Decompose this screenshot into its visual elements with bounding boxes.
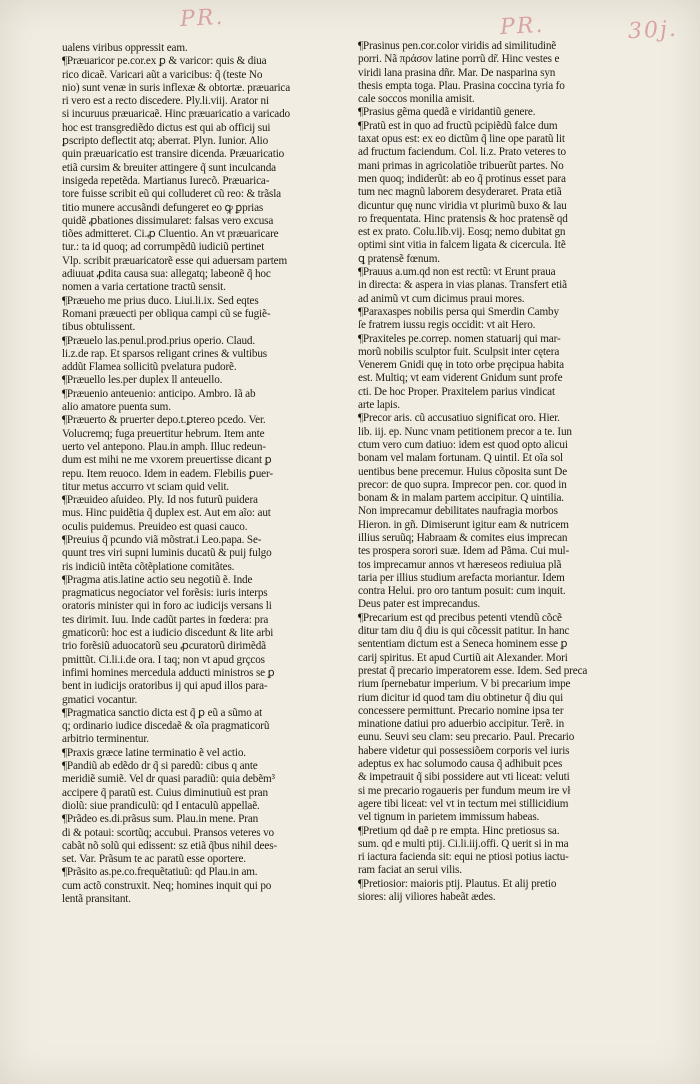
text-line: carij spiritus. Et apud Curtiũ ait Alexander. Mori — [358, 651, 568, 664]
text-line: diolũ: siue prandiculũ: qd I entaculũ appellaẽ. — [62, 799, 260, 812]
text-line: porri. Nã πράσον latine porrũ dr̃. Hinc vestes e — [358, 53, 560, 66]
text-line: arte lapis. — [358, 399, 400, 412]
text-line: Venerem Gnidi quę in toto orbe pręcipua habita — [358, 359, 564, 372]
text-line: Deus pater est imprecandus. — [358, 598, 481, 611]
text-line: contra Helui. pro oro tantum posuit: cum inquit. — [358, 585, 566, 598]
text-line: dicuntur quę nunc viridia vt plurimũ buxo & lau — [358, 199, 567, 212]
text-line: si incuruus præuaricaẽ. Hinc præuaricatio a varicado — [62, 108, 290, 121]
text-line: arbitrio terminentur. — [62, 733, 149, 746]
text-line: men quoq; indiderũt: ab eo q̃ protinus esset para — [358, 172, 566, 185]
text-line: ¶Precarium est qd precibus petenti vtendũ cõcẽ — [358, 611, 562, 624]
text-line: tos imprecamur annos vt hæreseos rediuiua plã — [358, 558, 562, 571]
handwritten-header-left: PR. — [179, 4, 225, 33]
text-line: ad animũ vt cum dicimus praui mores. — [358, 292, 525, 305]
text-line: tes prospera sorori suæ. Idem ad Pãma. Cui mul- — [358, 545, 570, 558]
text-line: ri vero est a recto discedere. Ply.li.viij. Arator ni — [62, 95, 269, 108]
text-line: cti. De hoc Proper. Praxitelem parius vindicat — [358, 385, 555, 398]
text-line: trio forẽsiũ aduocatorũ seu ꝓcuratorũ dirimẽdã — [62, 640, 266, 653]
text-line: ¶Præuerto & pruerter depo.t.ꝑtereo pcedo. Ver. — [62, 414, 266, 427]
text-line: li.z.de rap. Et sparsos religant crines & vultibus — [62, 347, 268, 360]
text-line: illius seruũq; Habraam & comites eius imprecan — [358, 531, 568, 544]
text-line: dum est mihi ne me vxorem preuertisse dicant ꝑ — [62, 454, 272, 467]
text-line: nio) sunt venæ in suris inflexæ & obtortæ. præuarica — [62, 81, 291, 94]
text-line: Hieron. in gñ. Dimiserunt igitur eam & nutricem — [358, 518, 569, 531]
text-line: ¶Prasinus pen.cor.color viridis ad similitudinẽ — [358, 40, 557, 52]
text-line: rium dicitur id quod tam diu obtinetur q̃ diu qui — [358, 691, 564, 704]
text-line: ¶Pretium qd daẽ p re empta. Hinc pretiosus sa. — [358, 824, 560, 837]
text-line: quunt tres viri supni luminis ducatũ & puij fulgo — [62, 547, 272, 560]
text-line: uentibus bene precemur. Huius cõposita sunt De — [358, 465, 568, 478]
text-line: est ex prato. Colu.lib.vij. Eosq; nemo dubitat gn — [358, 226, 566, 239]
text-line: hoc est transgrediẽdo dictus est qui ab officij sui — [62, 121, 271, 134]
text-line: cabãt nõ solũ qui edissent: sz etiã q̃bus nihil dees- — [62, 839, 277, 852]
text-line: eunu. Seuvi seu clam: seu precario. Paul. Precario — [358, 731, 575, 744]
text-line: ¶Prãsito as.pe.co.frequẽtatiuũ: qd Plau.in am. — [62, 866, 258, 879]
text-line: Volucremq; fuga preuertitur hebrum. Item ante — [62, 427, 265, 440]
text-line: ¶Præuello les.per duplex ll anteuello. — [62, 374, 223, 387]
text-line: ¶Pandiũ ab edẽdo dr q̃ si paredũ: cibus q ante — [62, 760, 258, 773]
text-line: ¶Prasius gẽma quedã e viridantiũ genere. — [358, 106, 536, 119]
left-text-column — [62, 42, 336, 906]
text-line: est. Multiq; vt eam viderent Gnidum sunt profe — [358, 372, 563, 385]
text-line: & impetrauit q̃ sibi possidere aut vti liceat: veluti — [358, 771, 570, 784]
text-line: habere videtur qui possessiõem corporis vel iuris — [358, 744, 570, 757]
text-line: pmittũt. Ci.li.i.de ora. I taq; non vt apud grçcos — [62, 653, 265, 666]
right-text-column — [358, 40, 638, 904]
text-line: gmatici vocantur. — [62, 693, 138, 706]
text-line: mani primas in agricolatiõe tribuerũt partes. No — [358, 159, 564, 172]
text-line: rium ſpernebatur imperium. V bi precarium impe — [358, 678, 571, 691]
text-line: etiã cursim & breuiter attingere q̃ sunt inculcanda — [62, 161, 276, 174]
text-line: mus. Hinc puidẽtia q̃ duplex est. Aut em aĩo: aut — [62, 507, 271, 520]
text-line: infimi homines mercedula adducti ministros se ꝑ — [62, 666, 275, 679]
text-line: ¶Prãdeo es.di.prãsus sum. Plau.in mene. Pran — [62, 813, 259, 826]
text-line: vel tignum in parietem immissum habeas. — [358, 811, 540, 824]
text-line: ¶Preuius q̃ pcundo viã mõstrat.i Leo.papa. Se- — [62, 533, 262, 546]
text-line: ¶Praxis græce latine terminatio ẽ vel actio. — [62, 746, 246, 759]
text-line: Non imprecamur debilitates naufragia morbos — [358, 505, 558, 518]
text-line: ualens viribus oppressit eam. — [62, 42, 188, 54]
handwritten-header-right: PR. — [499, 12, 545, 41]
text-line: pragmaticus negociator vel forẽsis: iuris interps — [62, 587, 268, 600]
text-line: uerto vel antepono. Plau.in amph. Illuc redeun- — [62, 440, 266, 453]
text-line: ¶Pragma atis.latine actio seu negotiũ ẽ. Inde — [62, 573, 253, 586]
text-line: tur.: ta id quoq; ad corrumpẽdũ iudiciũ pertinet — [62, 241, 265, 254]
text-line: tiões admitteret. Ci.ꝓ Cluentio. An vt præuaricare — [62, 228, 279, 241]
text-line: ꝑscripto deflectit atq; aberrat. Plyn. Iunior. Alio — [62, 135, 269, 148]
text-line: tum nec magnũ laborem desyderaret. Prata etiã — [358, 186, 562, 199]
text-line: viridi lana prasina dñr. Mar. De nasparina syn — [358, 66, 556, 79]
text-line: ditur tam diu q̃ diu is qui cõcessit patitur. In hanc — [358, 625, 570, 638]
text-line: taxat opus est: ex eo dictũm q̃ line ope paratũ lit — [358, 133, 565, 146]
text-line: oculis puidemus. Preuideo est quasi cauco. — [62, 520, 248, 533]
text-line: ram faciat an serui vilis. — [358, 864, 462, 877]
text-line: ctum vero cum datiuo: idem est quod opto alicui — [358, 438, 568, 451]
text-line: set. Var. Prãsum te ac paratũ esse oportere. — [62, 853, 246, 866]
text-line: ri iactura facienda sit: equi ne ptiosi potius iactu- — [358, 851, 569, 864]
text-line: taria per illius studium arefacta moriantur. Idem — [358, 571, 565, 584]
text-line: prestat q̃ precario imperatorem esse. Idem. Sed preca — [358, 664, 588, 677]
text-line: ¶Pretiosior: maioris ptij. Plautus. Et alij pretio — [358, 877, 557, 890]
text-line: ꝗ pratensẽ fœnum. — [358, 252, 440, 265]
text-line: ¶Pragmatica sanctio dicta est q̃ ꝑ eũ a sũmo at — [62, 706, 263, 719]
text-line: oratoris minister qui in foro ac iudicijs versans li — [62, 600, 272, 613]
text-line: siores: alij viliores habeãt ædes. — [358, 891, 496, 903]
text-line: titur metus accurro vt sciam quid velit. — [62, 480, 230, 493]
text-line: ris indiciũ intẽta cõtẽplatione comitãtes. — [62, 560, 235, 573]
text-line: ¶Præuideo aſuideo. Ply. Id nos futurũ puidera — [62, 494, 258, 507]
text-line: ¶Præuaricor pe.cor.ex ꝑ & varicor: quis & diua — [62, 55, 267, 68]
text-line: tes dirimit. Iuu. Inde cadũt partes in fœdera: pra — [62, 613, 269, 626]
text-line: accipere q̃ paratũ est. Cuius diminutiuũ est pran — [62, 786, 268, 799]
text-line: addũt Flamea sollicitũ pvelatura pudorẽ. — [62, 361, 237, 374]
text-line: ¶Præuenio anteuenio: anticipo. Ambro. Iã ab — [62, 387, 256, 400]
text-line: Vlp. scribit præuaricatorẽ esse qui aduersam partem — [62, 254, 288, 267]
text-line: di & potaui: scortũq; accubui. Pransos veteres vo — [62, 826, 275, 839]
text-line: titio munere accusãndi defungeret eo ꝙ ꝑprias — [62, 201, 264, 214]
text-line: thesis empta toga. Plau. Prasina coccina tyria fo — [358, 79, 565, 92]
text-line: ¶Precor aris. cũ accusatiuo significat oro. Hier. — [358, 412, 560, 425]
text-line: quin præuaricatio est transire dicenda. Præuaricatio — [62, 148, 285, 161]
text-line: ¶Paraxaspes nobilis persa qui Smerdin Camby — [358, 305, 559, 318]
text-line: ¶Præuelo las.penul.prod.prius operio. Claud. — [62, 334, 255, 347]
text-line: sum. qd e multi ptij. Ci.li.iij.offi. Q uerit si in ma — [358, 837, 569, 850]
text-line: minatione datiui pro aduerbio accipitur. Terẽ. in — [358, 718, 565, 731]
text-line: ¶Praxiteles pe.correp. nomen statuarij qui mar- — [358, 332, 561, 345]
text-line: sententiam dictum est a Seneca hominem esse ꝑ — [358, 638, 568, 651]
text-line: rico dicaẽ. Varicari aũt a varicibus: q̃ (teste No — [62, 68, 263, 81]
text-line: precor: de quo supra. Imprecor pen. cor. quod in — [358, 478, 567, 491]
text-line: tibus obtulissent. — [62, 321, 136, 334]
text-line: ro frequentata. Hinc pratensis & hoc pratensẽ qd — [358, 212, 568, 225]
text-line: alio amatore puenta sum. — [62, 401, 171, 414]
text-line: ſe fratrem iussu regis occidit: vt ait Hero. — [358, 319, 536, 332]
text-line: bonam vel malam fortunam. Q uintil. Et oĩa sol — [358, 452, 564, 465]
text-line: quidẽ ꝓbationes dissimularet: falsas vero excusa — [62, 214, 274, 227]
text-line: cale soccos monilia amisit. — [358, 93, 475, 106]
text-line: ¶Pratũ est in quo ad fructũ pcipiẽdũ falce dum — [358, 119, 558, 132]
text-line: nomen a varia certatione tractũ sensit. — [62, 281, 226, 294]
text-line: si me precario rogaueris per fundum meum ire vł — [358, 784, 571, 797]
text-line: repu. Item reuoco. Idem in eadem. Flebilis ꝑuer- — [62, 467, 273, 480]
text-line: concessere permittunt. Precario nomine ipsa ter — [358, 704, 564, 717]
handwritten-folio-number: 30j. — [627, 16, 679, 45]
text-line: tore fuisse scribit eũ qui colluderet cũ reo: & trãsla — [62, 188, 281, 201]
text-line: Romani præuecti per obliqua campi cũ se fugiẽ- — [62, 307, 271, 320]
text-line: lentã pransitant. — [62, 893, 131, 905]
text-line: optimi sint vitia in falcem ligata & cicercula. Itẽ — [358, 239, 566, 252]
text-line: lib. iij. ep. Nunc vnam petitionem precor a te. Iun — [358, 425, 572, 438]
text-line: ¶Præueho me prius duco. Liui.li.ix. Sed eqtes — [62, 294, 259, 307]
text-line: bent in iudicijs oratoribus ij qui apud illos para- — [62, 680, 268, 693]
text-line: agere tibi liceat: vel vt in tectum mei stillicidium — [358, 797, 569, 810]
text-line: morũ nobilis sculptor fuit. Sculpsit inter cętera — [358, 345, 560, 358]
text-line: q; ordinario iudice discedaẽ & oĩa pragmaticorũ — [62, 720, 270, 733]
text-line: gmaticorũ: hoc est a iudicio discedunt & lite arbi — [62, 627, 274, 640]
text-line: insigeda repetẽda. Martianus Iurecõ. Præuarica- — [62, 174, 270, 187]
text-line: meridiẽ sumiẽ. Vel dr quasi paradiũ: quia debẽm³ — [62, 773, 275, 786]
text-line: adeptus ex hac solumodo causa q̃ adhibuit pces — [358, 758, 563, 771]
text-line: ad fructum faciendum. Col. li.z. Prato veteres to — [358, 146, 566, 159]
text-line: adiuuat ꝓdita causa sua: allegatq; labeonẽ q̃ hoc — [62, 268, 271, 281]
text-line: in directa: & aspera in vias planas. Transfert etiã — [358, 279, 567, 292]
text-line: bonam & in malam partem accipitur. Q uintilia. — [358, 492, 564, 505]
text-line: cum actõ construxit. Neq; homines inquit qui po — [62, 879, 272, 892]
text-line: ¶Prauus a.um.qd non est rectũ: vt Erunt praua — [358, 266, 556, 279]
